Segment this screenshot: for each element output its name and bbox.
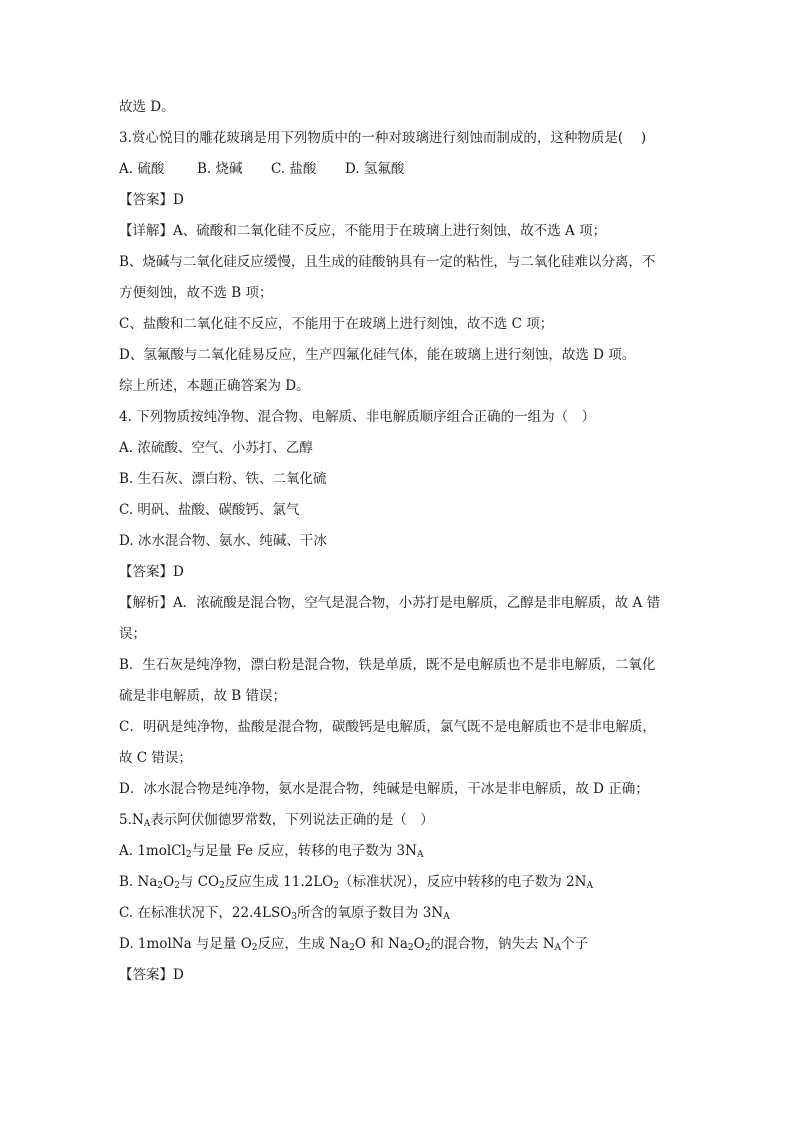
- text-run: 5.N: [119, 812, 144, 828]
- subscript: A: [416, 850, 424, 860]
- option-a: A. 硫酸: [119, 161, 165, 177]
- explanation-line: 方便刻蚀，故不选 B 项；: [119, 285, 273, 301]
- subscript: A: [143, 819, 151, 829]
- text-run: O 和 Na: [354, 936, 408, 952]
- explanation-line: C、盐酸和二氧化硅不反应，不能用于在玻璃上进行刻蚀，故不选 C 项；: [119, 316, 554, 332]
- option-c: C. 明矾、盐酸、碳酸钙、氯气: [119, 502, 300, 518]
- option-a: [119, 842, 679, 860]
- analysis-line: D．冰水混合物是纯净物，氨水是混合物，纯碱是电解质，干冰是非电解质，故 D 正确；: [119, 781, 649, 797]
- question-3-stem: 3.赏心悦目的雕花玻璃是用下列物质中的一种对玻璃进行刻蚀而制成的，这种物质是( ): [119, 130, 647, 146]
- question-5-stem: [119, 811, 679, 829]
- option-d: [119, 935, 679, 953]
- question-3-options: [119, 160, 679, 178]
- text-run: 表示阿伏伽德罗常数，下列说法正确的是（ ）: [150, 812, 434, 828]
- analysis-line: 故 C 错误；: [119, 750, 192, 766]
- subscript: 2: [349, 943, 355, 953]
- text-run: 与 CO: [179, 874, 220, 890]
- answer-line: 【答案】D: [119, 192, 184, 208]
- subscript: A: [586, 881, 593, 891]
- option-a: A. 浓硫酸、空气、小苏打、乙醇: [119, 440, 313, 456]
- answer-line: 【答案】D: [119, 564, 184, 580]
- subscript: 2: [174, 881, 180, 891]
- subscript: 3: [291, 912, 298, 922]
- text-run: B. Na: [119, 874, 158, 890]
- option-c: C. 盐酸: [271, 161, 317, 177]
- text-run: 的混合物，钠失去 N: [430, 936, 555, 952]
- subscript: 2: [157, 881, 164, 891]
- text-run: O: [163, 874, 175, 890]
- text-run: 个子: [561, 936, 589, 952]
- subscript: 2: [251, 943, 258, 953]
- text-run: O: [413, 936, 425, 952]
- subscript: 2: [185, 850, 192, 860]
- text-run: 反应生成 11.2LO: [224, 874, 334, 890]
- explanation-line: 【详解】A、硫酸和二氧化硅不反应，不能用于在玻璃上进行刻蚀，故不选 A 项；: [119, 223, 607, 239]
- explanation-line: B、烧碱与二氧化硅反应缓慢，且生成的硅酸钠具有一定的粘性，与二氧化硅难以分离，不: [119, 254, 656, 270]
- summary-line: 综上所述，本题正确答案为 D。: [119, 378, 310, 394]
- analysis-line: 硫是非电解质，故 B 错误；: [119, 688, 287, 704]
- subscript: A: [554, 943, 562, 953]
- subscript: 2: [333, 881, 339, 891]
- subscript: 2: [219, 881, 225, 891]
- analysis-line: 【解析】A．浓硫酸是混合物，空气是混合物，小苏打是电解质，乙醇是非电解质，故 A 错: [119, 595, 661, 611]
- text-run: （标准状况），反应中转移的电子数为 2N: [338, 874, 587, 890]
- analysis-line: C．明矾是纯净物，盐酸是混合物，碳酸钙是电解质，氯气既不是电解质也不是非电解质，: [119, 719, 656, 735]
- analysis-line: B．生石灰是纯净物，漂白粉是混合物，铁是单质，既不是电解质也不是非电解质，二氧化: [119, 657, 656, 673]
- text-line: 故选 D。: [119, 99, 175, 115]
- option-b: [119, 873, 679, 891]
- subscript: A: [443, 912, 450, 922]
- option-b: B. 烧碱: [197, 161, 243, 177]
- analysis-line: 误；: [119, 626, 146, 642]
- text-run: C. 在标准状况下，22.4LSO: [119, 905, 292, 921]
- text-run: 与足量 Fe 反应，转移的电子数为 3N: [191, 843, 417, 859]
- text-run: A. 1molCl: [119, 843, 186, 859]
- question-4-stem: 4. 下列物质按纯净物、混合物、电解质、非电解质顺序组合正确的一组为（ ）: [119, 409, 596, 425]
- text-run: 所含的氧原子数目为 3N: [297, 905, 444, 921]
- option-d: D. 冰水混合物、氨水、纯碱、干冰: [119, 533, 327, 549]
- subscript: 2: [424, 943, 431, 953]
- option-c: [119, 904, 679, 922]
- text-run: D. 1molNa 与足量 O: [119, 936, 252, 952]
- subscript: 2: [407, 943, 414, 953]
- option-b: B. 生石灰、漂白粉、铁、二氧化硫: [119, 471, 327, 487]
- answer-line: 【答案】D: [119, 967, 184, 983]
- explanation-line: D、氢氟酸与二氧化硅易反应，生产四氟化硅气体，能在玻璃上进行刻蚀，故选 D 项。: [119, 347, 636, 363]
- option-d: D. 氢氟酸: [345, 161, 405, 177]
- text-run: 反应，生成 Na: [257, 936, 350, 952]
